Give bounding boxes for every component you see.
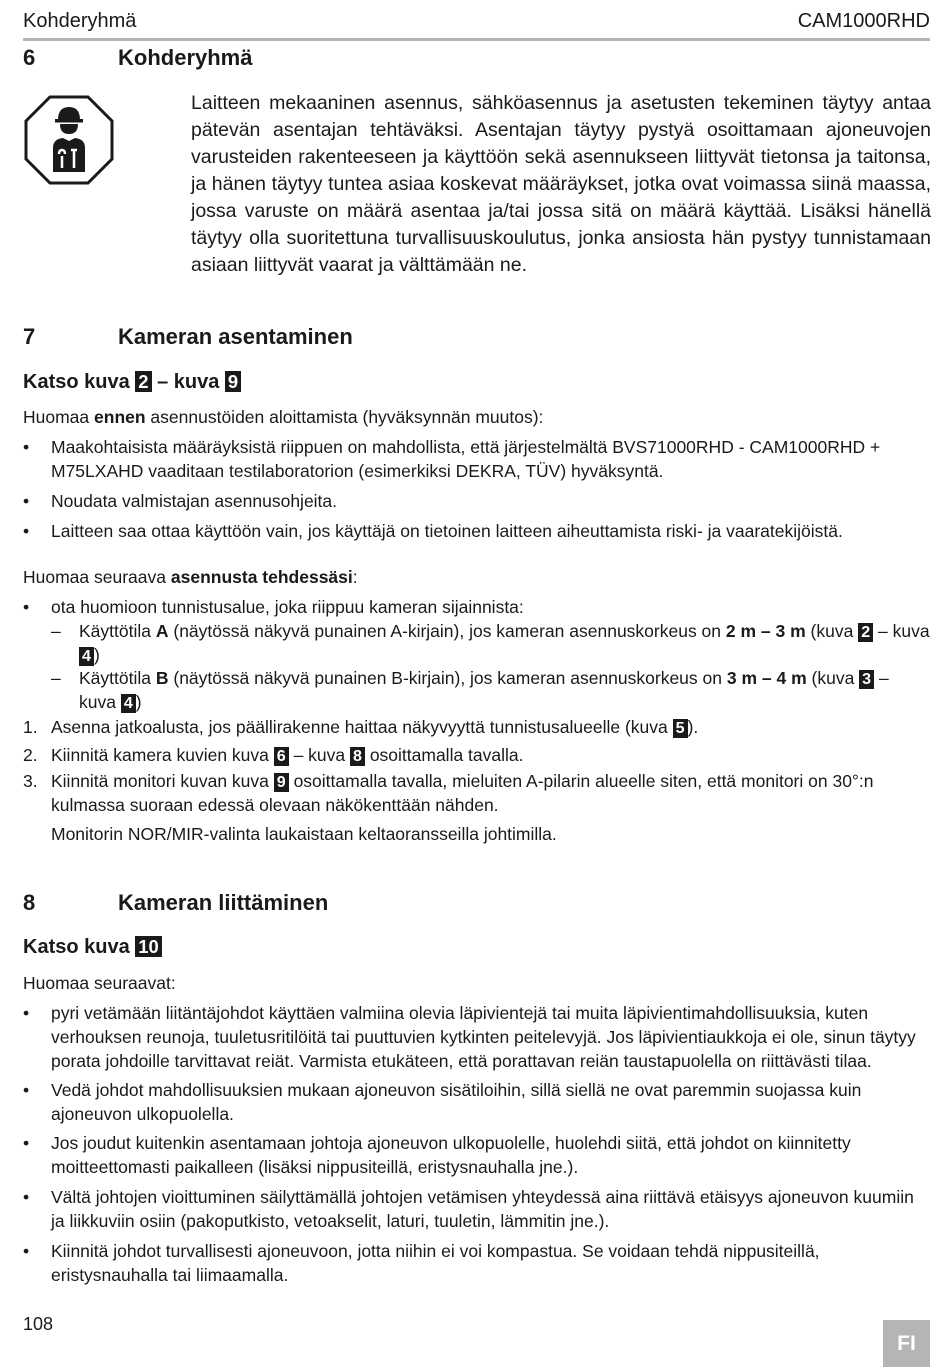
step-number: 1. — [23, 717, 38, 737]
list-item-text: Maakohtaisista määräyksistä riippuen on mahdollista, että järjestelmältä BVS71000RHD - CAM1000RHD + M75LXAHD vaaditaan testilaboratorion (esimerkiksi DEKRA, TÜV) hyväksyntä. — [51, 437, 881, 481]
text: Käyttötila — [79, 621, 156, 641]
figure-ref: 5 — [673, 719, 688, 738]
text: osoittamalla tavalla. — [364, 745, 524, 765]
bullet-marker: • — [23, 491, 30, 511]
dash-marker: – — [51, 668, 61, 688]
list-item-text: Vedä johdot mahdollisuuksien mukaan ajoneuvon sisätiloihin, sillä siellä ne ovat paremmin suojassa kuin ajoneuvon ulkopuolella. — [51, 1080, 862, 1124]
mode-a-text — [79, 619, 930, 667]
figure-ref: 8 — [350, 747, 365, 766]
text: ) — [135, 692, 142, 712]
section-title: Kohderyhmä — [118, 45, 253, 70]
list-item-text: Noudata valmistajan asennusohjeita. — [51, 491, 338, 511]
bullet-marker: • — [23, 597, 30, 617]
figure-ref: 10 — [135, 936, 161, 957]
note-text: asennustöiden aloittamista (hyväksynnän muutos): — [145, 407, 544, 427]
section-6-text: Laitteen mekaaninen asennus, sähköasennus ja asetusten tekeminen täytyy antaa pätevän asentajan tehtäväksi. Asentajan täytyy pystyä osoittamaan ajoneuvojen varusteiden rakenteeseen ja käyttöön sekä asennukseen liittyvät tietonsa ja taitonsa, ja hänen täytyy tuntea asiaa koskevat määräykset, jotka ovat voimassa siinä maassa, jossa varuste on määrä asentaa ja/tai jossa sitä on määrä käyttää. Lisäksi hänellä täytyy olla suoritettuna turvallisuuskoulutus, jonka ansiosta hän pystyy tunnistamaan asiaan liittyvät vaarat ja välttämään ne. — [191, 92, 931, 276]
text: Käyttötila — [79, 668, 156, 688]
bullet-marker: • — [23, 521, 30, 541]
bullet-marker: • — [23, 1133, 30, 1153]
list-item-text: Laitteen saa ottaa käyttöön vain, jos käyttäjä on tietoinen laitteen aiheuttamista riski- ja vaaratekijöistä. — [51, 521, 843, 541]
figure-ref: 6 — [274, 747, 289, 766]
mode-letter: B — [155, 668, 169, 688]
text: osoittamalla tavalla, mieluiten A-pilarin alueelle siten, että monitori on 30°:n kulmassa suoraan edessä olevaan näkökenttään nähden. — [51, 771, 874, 815]
step-text — [51, 743, 930, 767]
list-item-text: Jos joudut kuitenkin asentamaan johtoja ajoneuvon ulkopuolelle, huolehdi siitä, että johdot on kiinnitetty moitteettomasti paikalleen (lisäksi nippusiteillä, eristysnauhalla jne.). — [51, 1133, 851, 1177]
dash-marker: – — [51, 621, 61, 641]
list-item-text: pyri vetämään liitäntäjohdot käyttäen valmiina olevia läpivientejä tai muita läpivientimahdollisuuksia, kuten verhouksen reunoja, tuuletusritilöitä tai puuttuvien kytkinten peitelevyjä. Jos läpivientiaukkoja ei ole, sinun täytyy porata johdoille tarvittavat reiät. Varmista etukäteen, että porattavan reiän taustapuolella on riittävästi tilaa. — [51, 1003, 916, 1071]
section-number: 7 — [23, 324, 36, 349]
note-emphasis: asennusta tehdessäsi — [170, 567, 353, 587]
text: (kuva — [805, 621, 859, 641]
figure-ref: 2 — [858, 623, 873, 642]
note-text: : — [352, 567, 358, 587]
mode-letter: A — [155, 621, 169, 641]
text: (näytössä näkyvä punainen A-kirjain), jos kameran asennuskorkeus on — [168, 621, 726, 641]
list-item-text: ota huomioon tunnistusalue, joka riippuu kameran sijainnista: — [51, 597, 524, 617]
see-prefix: Katso kuva — [23, 371, 130, 393]
figure-ref: 4 — [79, 647, 94, 666]
note-before-installation — [23, 405, 930, 429]
note-text: Huomaa seuraava — [23, 567, 171, 587]
list-item-text: Vältä johtojen vioittuminen säilyttämällä johtojen vetämisen yhteydessä aina riittävä etäisyys ajoneuvon kuumiin ja liikkuviin osiin (pakoputkisto, vetoakselit, laturi, tuuletin, lämmitin jne.). — [51, 1187, 914, 1231]
step-text — [51, 769, 930, 817]
section-number: 8 — [23, 890, 36, 915]
figure-ref: 4 — [121, 694, 136, 713]
text: ). — [687, 717, 699, 737]
language-tab: FI — [883, 1320, 930, 1367]
step-number: 2. — [23, 745, 38, 765]
mode-b-text — [79, 666, 930, 714]
section-number: 6 — [23, 45, 36, 70]
installer-person-with-wrench-icon — [23, 94, 115, 186]
bullet-marker: • — [23, 1003, 30, 1023]
note-following: Huomaa seuraavat: — [23, 973, 176, 993]
figure-ref: 9 — [274, 773, 289, 792]
text: (kuva — [806, 668, 860, 688]
section-title: Kameran liittäminen — [118, 890, 329, 915]
mounting-height: 3 m – 4 m — [726, 668, 807, 688]
section-title: Kameran asentaminen — [118, 324, 353, 349]
note-during-installation — [23, 565, 930, 589]
bullet-marker: • — [23, 1080, 30, 1100]
text: Kiinnitä kamera kuvien kuva — [51, 745, 274, 765]
bullet-marker: • — [23, 437, 30, 457]
figure-ref: 3 — [859, 670, 874, 689]
step-number: 3. — [23, 771, 38, 791]
page-number: 108 — [23, 1314, 54, 1334]
text: – kuva — [79, 668, 889, 712]
note-emphasis: ennen — [94, 407, 146, 427]
see-prefix: Katso kuva — [23, 936, 130, 958]
text: Asenna jatkoalusta, jos päällirakenne haittaa näkyvyyttä tunnistusalueelle (kuva — [51, 717, 673, 737]
see-figures-heading — [23, 368, 241, 396]
text: ) — [93, 645, 100, 665]
text: – kuva — [873, 621, 930, 641]
list-item-text: Kiinnitä johdot turvallisesti ajoneuvoon, jotta niihin ei voi kompastua. Se voidaan tehdä nippusiteillä, eristysnauhalla tai liimaamalla. — [51, 1241, 820, 1285]
monitor-note: Monitorin NOR/MIR-valinta laukaistaan keltaoransseilla johtimilla. — [51, 824, 557, 844]
text: (näytössä näkyvä punainen B-kirjain), jos kameran asennuskorkeus on — [168, 668, 727, 688]
header-model: CAM1000RHD — [797, 10, 930, 32]
figure-ref: 2 — [135, 371, 151, 392]
mounting-height: 2 m – 3 m — [725, 621, 806, 641]
step-text — [51, 715, 930, 739]
bullet-marker: • — [23, 1241, 30, 1261]
see-figure-heading — [23, 933, 162, 961]
running-header — [23, 8, 930, 41]
note-text: Huomaa — [23, 407, 95, 427]
text: Kiinnitä monitori kuvan kuva — [51, 771, 274, 791]
bullet-marker: • — [23, 1187, 30, 1207]
header-chapter: Kohderyhmä — [23, 10, 137, 32]
figure-ref: 9 — [225, 371, 241, 392]
text: – kuva — [288, 745, 350, 765]
see-separator: – kuva — [157, 371, 220, 393]
